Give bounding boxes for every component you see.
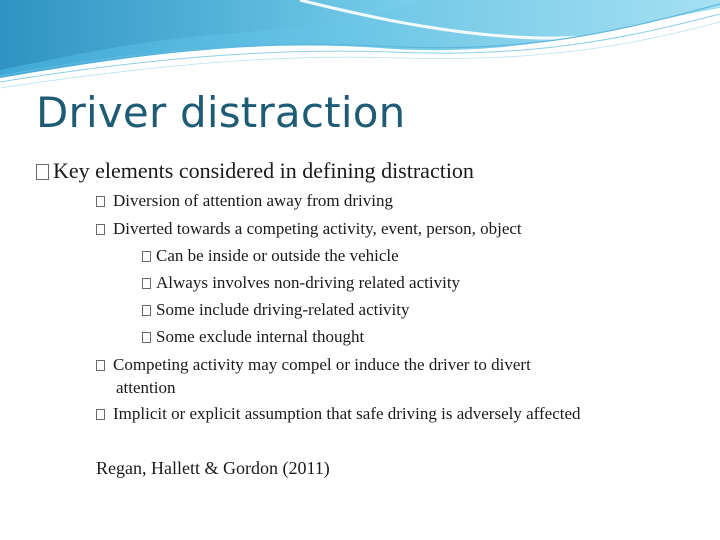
list-item xyxy=(96,355,531,375)
reference-citation: Regan, Hallett & Gordon (2011) xyxy=(96,458,330,478)
list-item-text: Diverted towards a competing activity, event, person, object xyxy=(113,219,522,238)
slide-title: Driver distraction xyxy=(36,88,406,137)
sub-list-item-text: Can be inside or outside the vehicle xyxy=(156,246,399,265)
list-item-text: Diversion of attention away from driving xyxy=(113,191,393,210)
sub-list-item-text: Always involves non-driving related activity xyxy=(156,273,461,292)
list-item-text: Implicit or explicit assumption that safe driving is adversely affected xyxy=(113,404,581,423)
list-item xyxy=(96,191,393,211)
bullet-box-icon xyxy=(96,196,105,207)
main-bullet-text: Key elements considered in defining distraction xyxy=(53,158,474,183)
bullet-box-icon xyxy=(96,409,105,420)
sub-list-item xyxy=(142,246,399,266)
bullet-box-icon xyxy=(142,305,151,316)
bullet-box-icon xyxy=(36,164,49,180)
bullet-box-icon xyxy=(142,278,151,289)
list-item-text: Competing activity may compel or induce the driver to divert xyxy=(113,355,531,374)
list-item xyxy=(96,404,581,424)
sub-list-item xyxy=(142,273,460,293)
main-bullet xyxy=(36,158,474,184)
header-wave-decoration xyxy=(0,0,720,95)
list-item xyxy=(96,219,522,239)
list-item-continuation: attention xyxy=(116,378,176,397)
sub-list-item xyxy=(142,327,364,347)
bullet-box-icon xyxy=(142,251,151,262)
bullet-box-icon xyxy=(96,224,105,235)
bullet-box-icon xyxy=(96,360,105,371)
sub-list-item-text: Some exclude internal thought xyxy=(156,327,365,346)
bullet-box-icon xyxy=(142,332,151,343)
sub-list-item xyxy=(142,300,410,320)
sub-list-item-text: Some include driving-related activity xyxy=(156,300,410,319)
